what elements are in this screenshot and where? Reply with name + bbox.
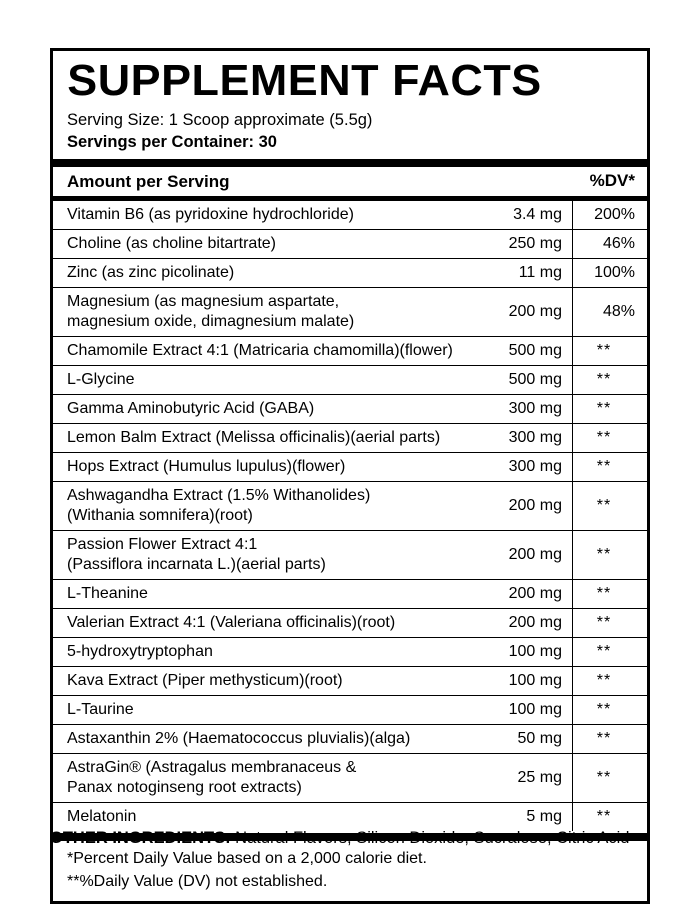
ingredient-amount: 200 mg bbox=[482, 579, 573, 608]
table-row bbox=[53, 287, 647, 336]
ingredient-amount: 25 mg bbox=[482, 753, 573, 802]
ingredient-name: AstraGin® (Astragalus membranaceus & Panax notoginseng root extracts) bbox=[53, 753, 482, 802]
ingredient-daily-value: ** bbox=[573, 724, 648, 753]
serving-size: Serving Size: 1 Scoop approximate (5.5g) bbox=[67, 111, 373, 129]
table-row bbox=[53, 530, 647, 579]
footnote-dv-not-established: **%Daily Value (DV) not established. bbox=[67, 872, 328, 890]
ingredient-name: Passion Flower Extract 4:1 (Passiflora incarnata L.)(aerial parts) bbox=[53, 530, 482, 579]
ingredient-daily-value: ** bbox=[573, 802, 648, 831]
ingredient-daily-value: ** bbox=[573, 666, 648, 695]
ingredient-name: Lemon Balm Extract (Melissa officinalis)(aerial parts) bbox=[53, 423, 482, 452]
page-title: SUPPLEMENT FACTS bbox=[67, 56, 542, 105]
ingredient-amount: 100 mg bbox=[482, 695, 573, 724]
footnotes bbox=[53, 841, 647, 901]
ingredient-amount: 100 mg bbox=[482, 666, 573, 695]
ingredient-name: Choline (as choline bitartrate) bbox=[53, 229, 482, 258]
ingredient-name: Chamomile Extract 4:1 (Matricaria chamomilla)(flower) bbox=[53, 336, 482, 365]
ingredient-name: Magnesium (as magnesium aspartate, magnesium oxide, dimagnesium malate) bbox=[53, 287, 482, 336]
ingredient-name: Ashwagandha Extract (1.5% Withanolides) (Withania somnifera)(root) bbox=[53, 481, 482, 530]
ingredient-amount: 500 mg bbox=[482, 365, 573, 394]
ingredient-amount: 500 mg bbox=[482, 336, 573, 365]
table-row bbox=[53, 229, 647, 258]
ingredient-daily-value: ** bbox=[573, 452, 648, 481]
table-row bbox=[53, 336, 647, 365]
table-row bbox=[53, 695, 647, 724]
ingredient-daily-value: 48% bbox=[573, 287, 648, 336]
footnote-daily-value: *Percent Daily Value based on a 2,000 calorie diet. bbox=[67, 849, 427, 867]
supplement-facts-panel bbox=[50, 48, 650, 904]
ingredient-amount: 250 mg bbox=[482, 229, 573, 258]
ingredient-amount: 100 mg bbox=[482, 637, 573, 666]
ingredient-amount: 300 mg bbox=[482, 423, 573, 452]
ingredient-name: Kava Extract (Piper methysticum)(root) bbox=[53, 666, 482, 695]
ingredient-amount: 3.4 mg bbox=[513, 205, 562, 223]
other-ingredients-label: OTHER INGREDIENTS: bbox=[50, 829, 231, 847]
table-row bbox=[53, 452, 647, 481]
table-row bbox=[53, 666, 647, 695]
table-row bbox=[53, 637, 647, 666]
ingredient-name: L-Glycine bbox=[53, 365, 482, 394]
ingredient-amount: 200 mg bbox=[482, 287, 573, 336]
other-ingredients-value: Natural Flavors, Silicon Dioxide, Sucralose, Citric Acid bbox=[230, 829, 630, 847]
ingredient-daily-value: ** bbox=[573, 423, 648, 452]
table-row bbox=[53, 481, 647, 530]
nutrition-table-body bbox=[53, 167, 647, 196]
table-row bbox=[53, 201, 647, 230]
ingredient-amount: 200 mg bbox=[482, 530, 573, 579]
table-row bbox=[53, 608, 647, 637]
ingredient-amount: 11 mg bbox=[482, 258, 573, 287]
ingredient-name: 5-hydroxytryptophan bbox=[53, 637, 482, 666]
table-row bbox=[53, 394, 647, 423]
ingredient-daily-value: ** bbox=[573, 608, 648, 637]
ingredient-table-body bbox=[53, 201, 647, 831]
ingredient-daily-value: ** bbox=[573, 695, 648, 724]
table-row bbox=[53, 258, 647, 287]
amount-per-serving-header: Amount per Serving bbox=[67, 171, 230, 191]
ingredient-name: Hops Extract (Humulus lupulus)(flower) bbox=[53, 452, 482, 481]
ingredient-name: Melatonin bbox=[53, 802, 482, 831]
ingredient-amount: 200 mg bbox=[482, 608, 573, 637]
servings-per-container: Servings per Container: 30 bbox=[67, 133, 277, 152]
table-row bbox=[53, 753, 647, 802]
ingredient-amount: 5 mg bbox=[482, 802, 573, 831]
ingredient-daily-value: ** bbox=[573, 481, 648, 530]
table-row bbox=[53, 365, 647, 394]
serving-info bbox=[53, 107, 647, 157]
ingredient-daily-value: 200% bbox=[573, 201, 648, 230]
ingredient-name: Zinc (as zinc picolinate) bbox=[53, 258, 482, 287]
ingredient-daily-value: 100% bbox=[573, 258, 648, 287]
table-row bbox=[53, 802, 647, 831]
ingredient-name: Astaxanthin 2% (Haematococcus pluvialis)(alga) bbox=[53, 724, 482, 753]
other-ingredients bbox=[50, 828, 660, 849]
divider-thick bbox=[53, 159, 647, 167]
ingredient-amount: 300 mg bbox=[482, 394, 573, 423]
ingredient-daily-value: ** bbox=[573, 365, 648, 394]
table-row bbox=[53, 579, 647, 608]
ingredient-daily-value: ** bbox=[573, 637, 648, 666]
ingredient-name: L-Theanine bbox=[53, 579, 482, 608]
ingredient-amount: 50 mg bbox=[482, 724, 573, 753]
ingredient-name: Gamma Aminobutyric Acid (GABA) bbox=[53, 394, 482, 423]
ingredient-name: Vitamin B6 (as pyridoxine hydrochloride) bbox=[67, 205, 354, 223]
ingredient-daily-value: ** bbox=[573, 753, 648, 802]
ingredient-table bbox=[53, 201, 647, 831]
ingredient-name: L-Taurine bbox=[53, 695, 482, 724]
ingredient-amount: 200 mg bbox=[482, 481, 573, 530]
dv-header: %DV* bbox=[589, 171, 635, 191]
ingredient-daily-value: 46% bbox=[573, 229, 648, 258]
table-header-row bbox=[53, 167, 647, 196]
nutrition-table bbox=[53, 167, 647, 196]
ingredient-daily-value: ** bbox=[573, 530, 648, 579]
ingredient-daily-value: ** bbox=[573, 579, 648, 608]
ingredient-daily-value: ** bbox=[573, 336, 648, 365]
ingredient-daily-value: ** bbox=[573, 394, 648, 423]
ingredient-name: Valerian Extract 4:1 (Valeriana officinalis)(root) bbox=[53, 608, 482, 637]
table-row bbox=[53, 724, 647, 753]
table-row bbox=[53, 423, 647, 452]
ingredient-amount: 300 mg bbox=[482, 452, 573, 481]
